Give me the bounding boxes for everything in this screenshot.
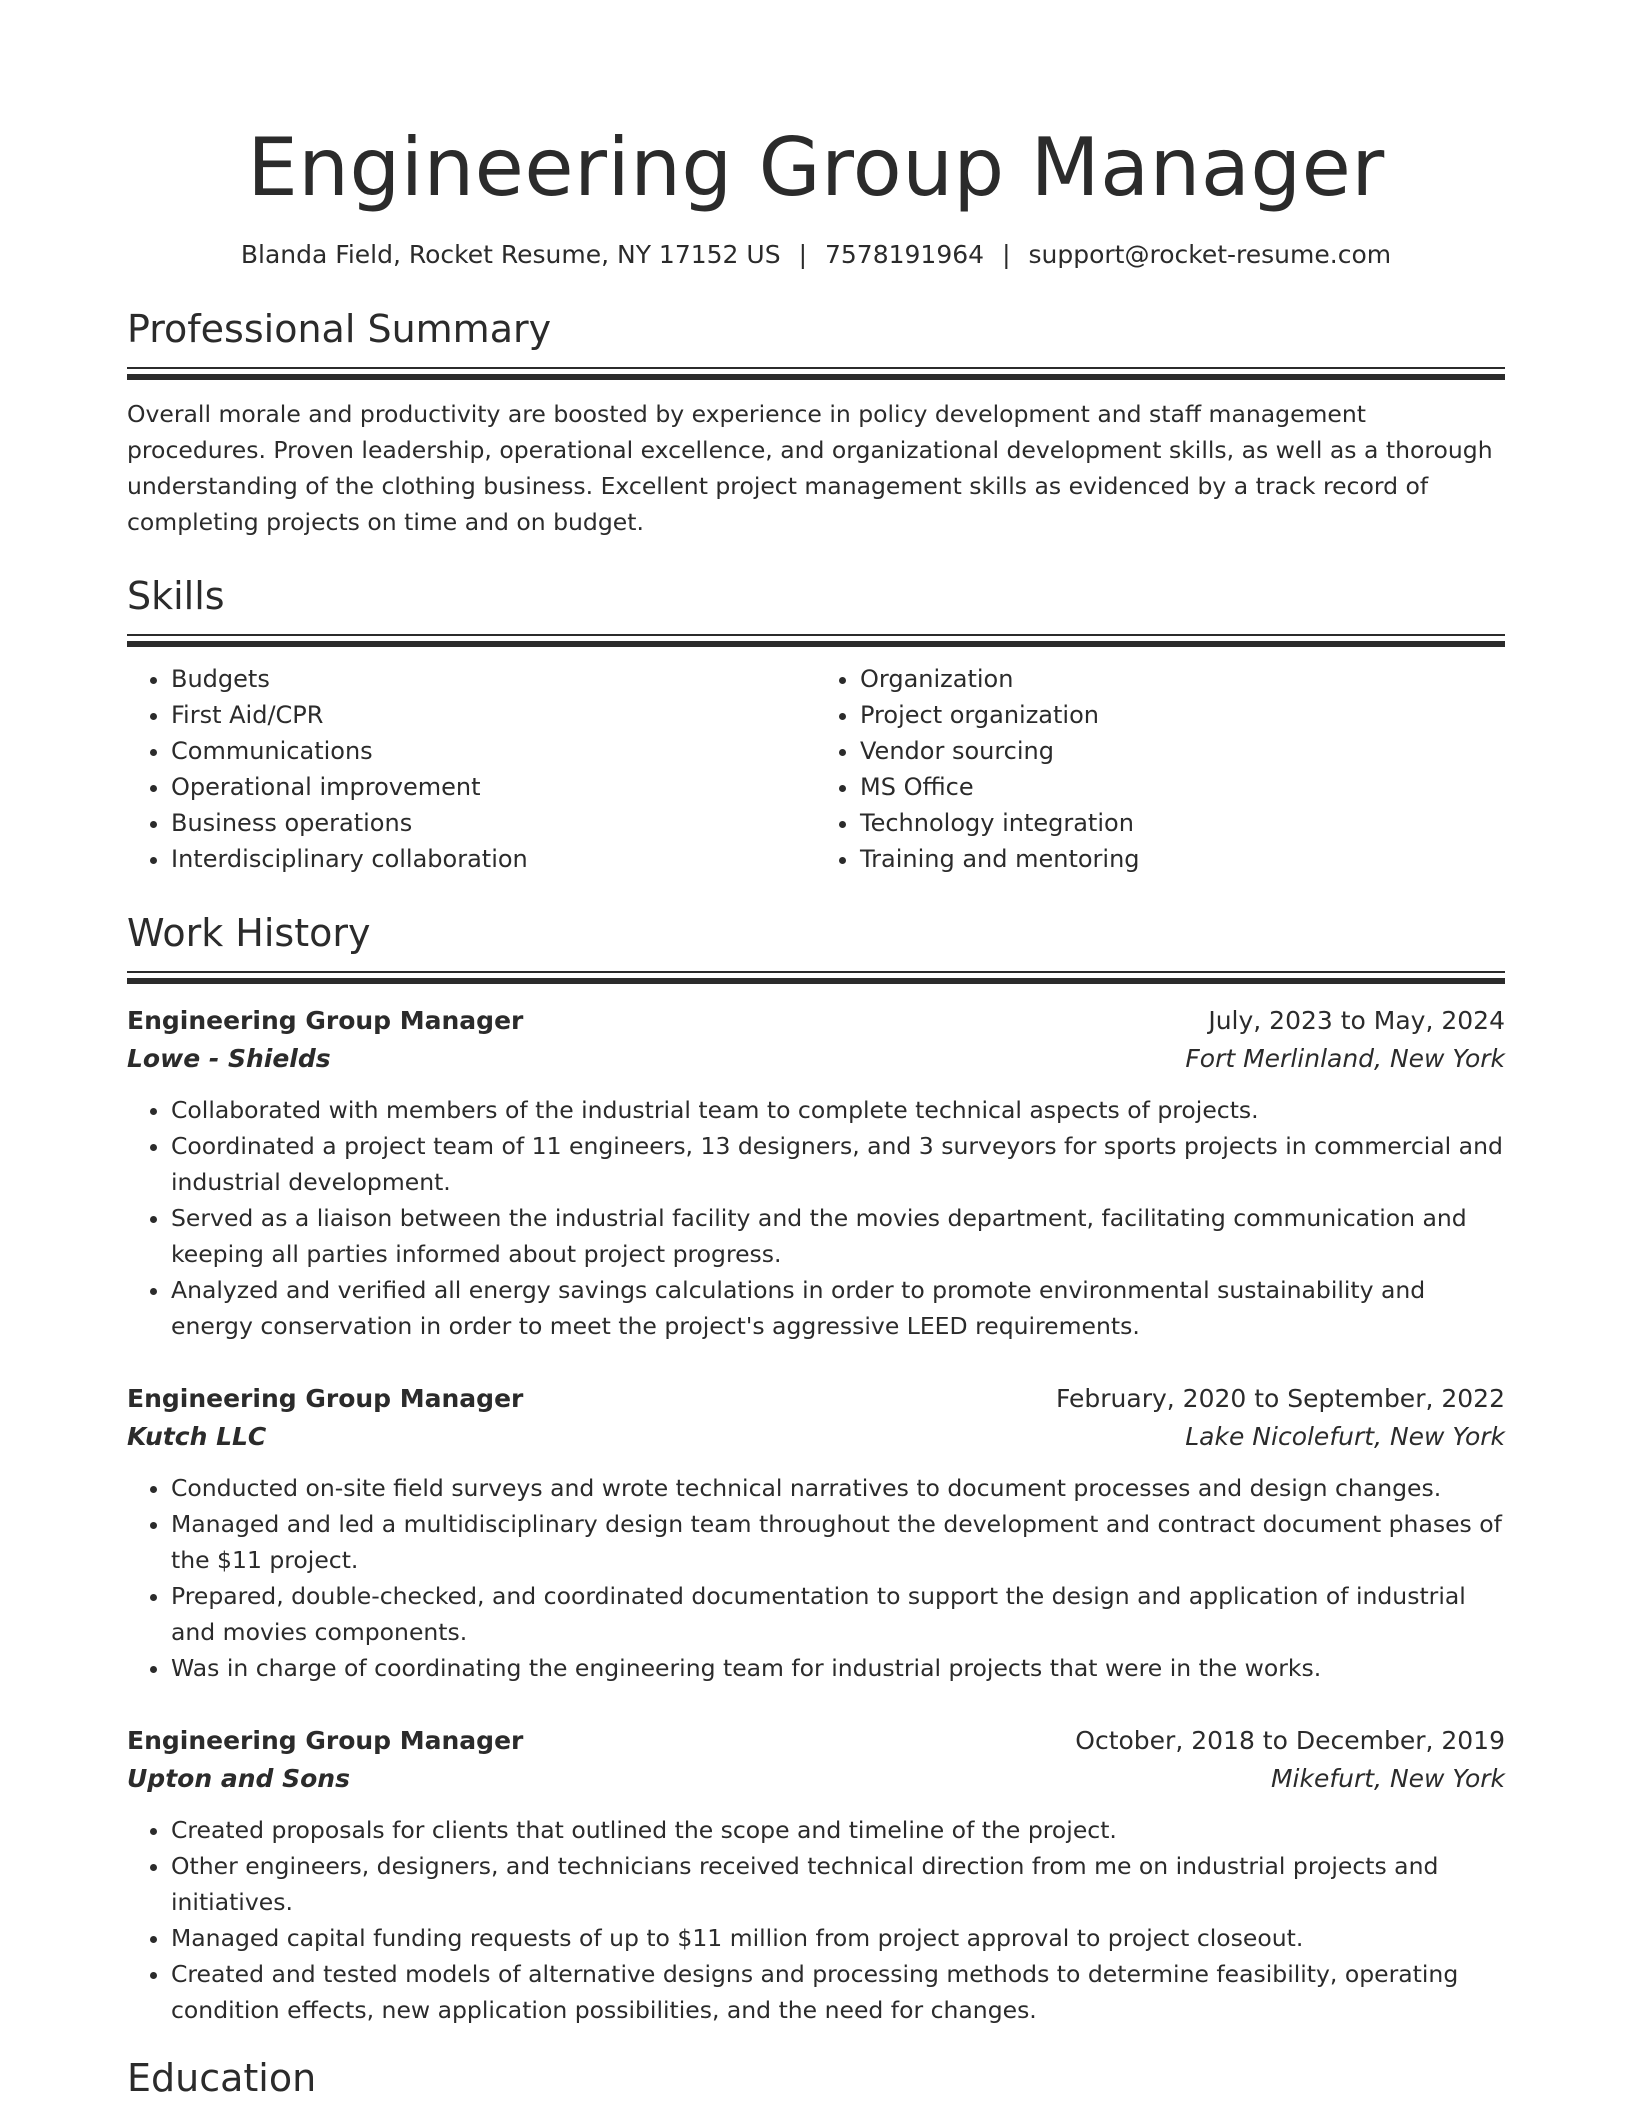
job-bullet: • Managed capital funding requests of up to $11 million from project approval to project closeout.: [171, 1920, 1505, 1956]
job-bullet: • Conducted on-site field surveys and wrote technical narratives to document processes and design changes.: [171, 1470, 1505, 1506]
work-history-section: [127, 909, 1505, 2028]
skill-item: • Interdisciplinary collaboration: [171, 841, 816, 877]
job-dates: October, 2018 to December, 2019: [1075, 1726, 1505, 1755]
skill-item: • First Aid/CPR: [171, 697, 816, 733]
contact-line: [127, 238, 1505, 272]
job-bullets: [127, 1812, 1505, 2028]
job-entry: [127, 1380, 1505, 1686]
education-section: [127, 2054, 1505, 2102]
job-entry: [127, 1722, 1505, 2028]
job-header: [127, 1380, 1505, 1418]
job-bullet: • Analyzed and verified all energy savings calculations in order to promote environmental sustainability and energy conservation in order to meet the project's aggressive LEED requirements.: [171, 1272, 1505, 1344]
skill-item: • Business operations: [171, 805, 816, 841]
job-company: Upton and Sons: [127, 1764, 350, 1793]
job-company: Lowe - Shields: [127, 1044, 331, 1073]
contact-email: support@rocket-resume.com: [1028, 240, 1392, 269]
section-divider: [127, 634, 1505, 636]
skills-list-right: [816, 661, 1505, 877]
section-divider: [127, 971, 1505, 973]
job-bullet: • Collaborated with members of the industrial team to complete technical aspects of projects.: [171, 1092, 1505, 1128]
skill-item: • Communications: [171, 733, 816, 769]
section-title-summary: Professional Summary: [127, 307, 552, 351]
job-bullets: [127, 1092, 1505, 1344]
job-title: Engineering Group Manager: [127, 1006, 524, 1035]
job-title: Engineering Group Manager: [127, 1726, 524, 1755]
job-location: Mikefurt, New York: [1270, 1764, 1505, 1793]
section-title-work-history: Work History: [127, 911, 371, 955]
skills-section: [127, 572, 1505, 877]
summary-text: Overall morale and productivity are boosted by experience in policy development and staff management procedures. Proven leadership, operational excellence, and organizational development skills, as well as a thorough understanding of the clothing business. Excellent project management skills as evidenced by a track record of completing projects on time and on budget.: [127, 400, 1493, 536]
section-title-education: Education: [127, 2056, 317, 2100]
job-bullet: • Managed and led a multidisciplinary design team throughout the development and contract document phases of the $11 project.: [171, 1506, 1505, 1578]
resume-page: [127, 0, 1505, 2102]
section-divider: [127, 367, 1505, 369]
skill-item: • Operational improvement: [171, 769, 816, 805]
section-divider: [127, 641, 1505, 647]
job-subheader: [127, 1760, 1505, 1798]
contact-address: Blanda Field, Rocket Resume, NY 17152 US: [240, 240, 781, 269]
summary-section: [127, 305, 1505, 540]
skill-item: • Organization: [860, 661, 1505, 697]
job-subheader: [127, 1040, 1505, 1078]
job-header: [127, 1002, 1505, 1040]
job-location: Fort Merlinland, New York: [1185, 1044, 1505, 1073]
skills-columns: [127, 661, 1505, 877]
job-header: [127, 1722, 1505, 1760]
contact-separator: |: [798, 240, 807, 269]
skills-list-left: [127, 661, 816, 877]
job-company: Kutch LLC: [127, 1422, 267, 1451]
contact-phone: 7578191964: [825, 240, 985, 269]
job-location: Lake Nicolefurt, New York: [1185, 1422, 1505, 1451]
job-bullet: • Served as a liaison between the industrial facility and the movies department, facilitating communication and keeping all parties informed about project progress.: [171, 1200, 1505, 1272]
section-title-skills: Skills: [127, 574, 225, 618]
job-bullet: • Other engineers, designers, and technicians received technical direction from me on industrial projects and initiatives.: [171, 1848, 1505, 1920]
job-bullet: • Was in charge of coordinating the engineering team for industrial projects that were in the works.: [171, 1650, 1505, 1686]
skill-item: • Vendor sourcing: [860, 733, 1505, 769]
job-title: Engineering Group Manager: [127, 1384, 524, 1413]
job-bullet: • Created and tested models of alternative designs and processing methods to determine feasibility, operating condition effects, new application possibilities, and the need for changes.: [171, 1956, 1505, 2028]
skill-item: • MS Office: [860, 769, 1505, 805]
job-dates: February, 2020 to September, 2022: [1056, 1384, 1505, 1413]
job-bullet: • Created proposals for clients that outlined the scope and timeline of the project.: [171, 1812, 1505, 1848]
job-subheader: [127, 1418, 1505, 1456]
skill-item: • Project organization: [860, 697, 1505, 733]
contact-separator: |: [1002, 240, 1011, 269]
job-bullet: • Coordinated a project team of 11 engineers, 13 designers, and 3 surveyors for sports projects in commercial and industrial development.: [171, 1128, 1505, 1200]
skill-item: • Technology integration: [860, 805, 1505, 841]
job-entry: [127, 1002, 1505, 1344]
job-dates: July, 2023 to May, 2024: [1208, 1006, 1505, 1035]
job-bullets: [127, 1470, 1505, 1686]
job-bullet: • Prepared, double-checked, and coordinated documentation to support the design and application of industrial and movies components.: [171, 1578, 1505, 1650]
skill-item: • Budgets: [171, 661, 816, 697]
skill-item: • Training and mentoring: [860, 841, 1505, 877]
resume-name: Engineering Group Manager: [247, 121, 1385, 214]
section-divider: [127, 374, 1505, 380]
section-divider: [127, 978, 1505, 984]
